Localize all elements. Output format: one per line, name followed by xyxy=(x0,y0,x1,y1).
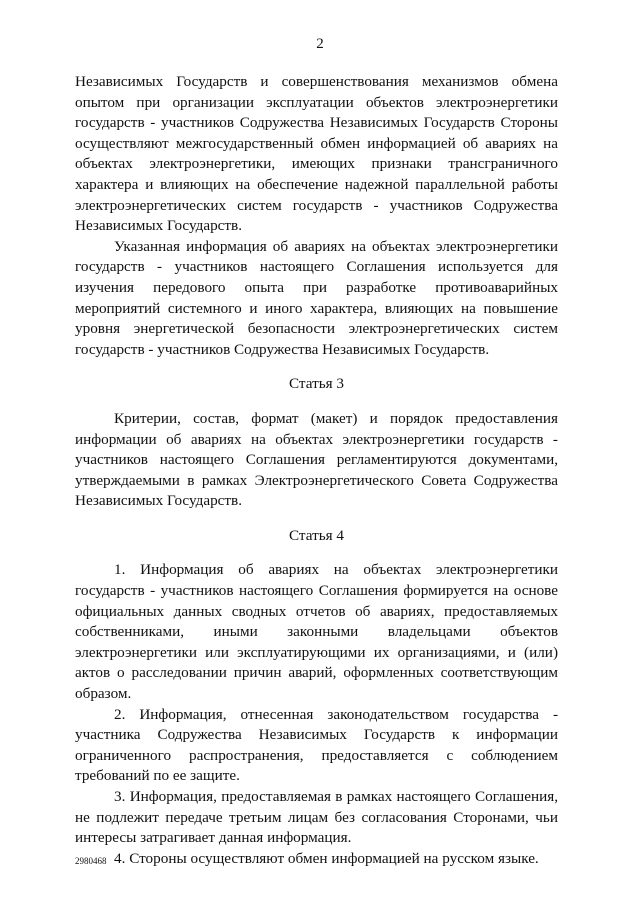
page-number: 2 xyxy=(316,36,324,52)
article-3-text: Критерии, состав, формат (макет) и порядок предоставления информации об авариях на объектах электроэнергетики государств - участников настоящего Соглашения регламентируются документами, утверждаемыми в рамках Электроэнергетического Совета Содружества Независимых Государств. xyxy=(75,409,558,510)
article-4-item-2: 2. Информация, отнесенная законодательством государства - участника Содружества Независимых Государств к информации ограниченного распространения, предоставляется с соблюдением требований по ее защите. xyxy=(75,705,558,785)
document-code: 2980468 xyxy=(75,856,107,866)
document-body xyxy=(75,72,558,869)
article-4-item-3: 3. Информация, предоставляемая в рамках настоящего Соглашения, не подлежит передаче третьим лицам без согласования Сторонами, чьи интересы затрагивает данная информация. xyxy=(75,788,558,847)
paragraph-continuation: Независимых Государств и совершенствования механизмов обмена опытом при организации эксплуатации объектов электроэнергетики государств - участников Содружества Независимых Государств Стороны осуществляют межгосударственный обмен информацией об авариях на объектах электроэнергетики, имеющих признаки трансграничного характера и влияющих на обеспечение надежной параллельной работы электроэнергетических систем государств - участников Содружества Независимых Государств. xyxy=(75,73,558,235)
article-4-heading: Статья 4 xyxy=(288,526,345,544)
article-4-item-4: 4. Стороны осуществляют обмен информацией на русском языке. xyxy=(114,849,539,867)
paragraph-usage: Указанная информация об авариях на объектах электроэнергетики государств - участников настоящего Соглашения используется для изучения передового опыта при разработке противоаварийных мероприятий системного и иного характера, влияющих на повышение уровня энергетической безопасности электроэнергетических систем государств - участников Содружества Независимых Государств. xyxy=(75,237,558,358)
article-4-item-1: 1. Информация об авариях на объектах электроэнергетики государств - участников настоящего Соглашения формируется на основе официальных данных сводных отчетов об авариях, предоставляемых собственниками, иными законными владельцами объектов электроэнергетики или эксплуатирующими их организациями, и (или) актов о расследовании причин аварий, оформленных соответствующим образом. xyxy=(75,561,558,703)
article-3-heading: Статья 3 xyxy=(288,375,345,393)
